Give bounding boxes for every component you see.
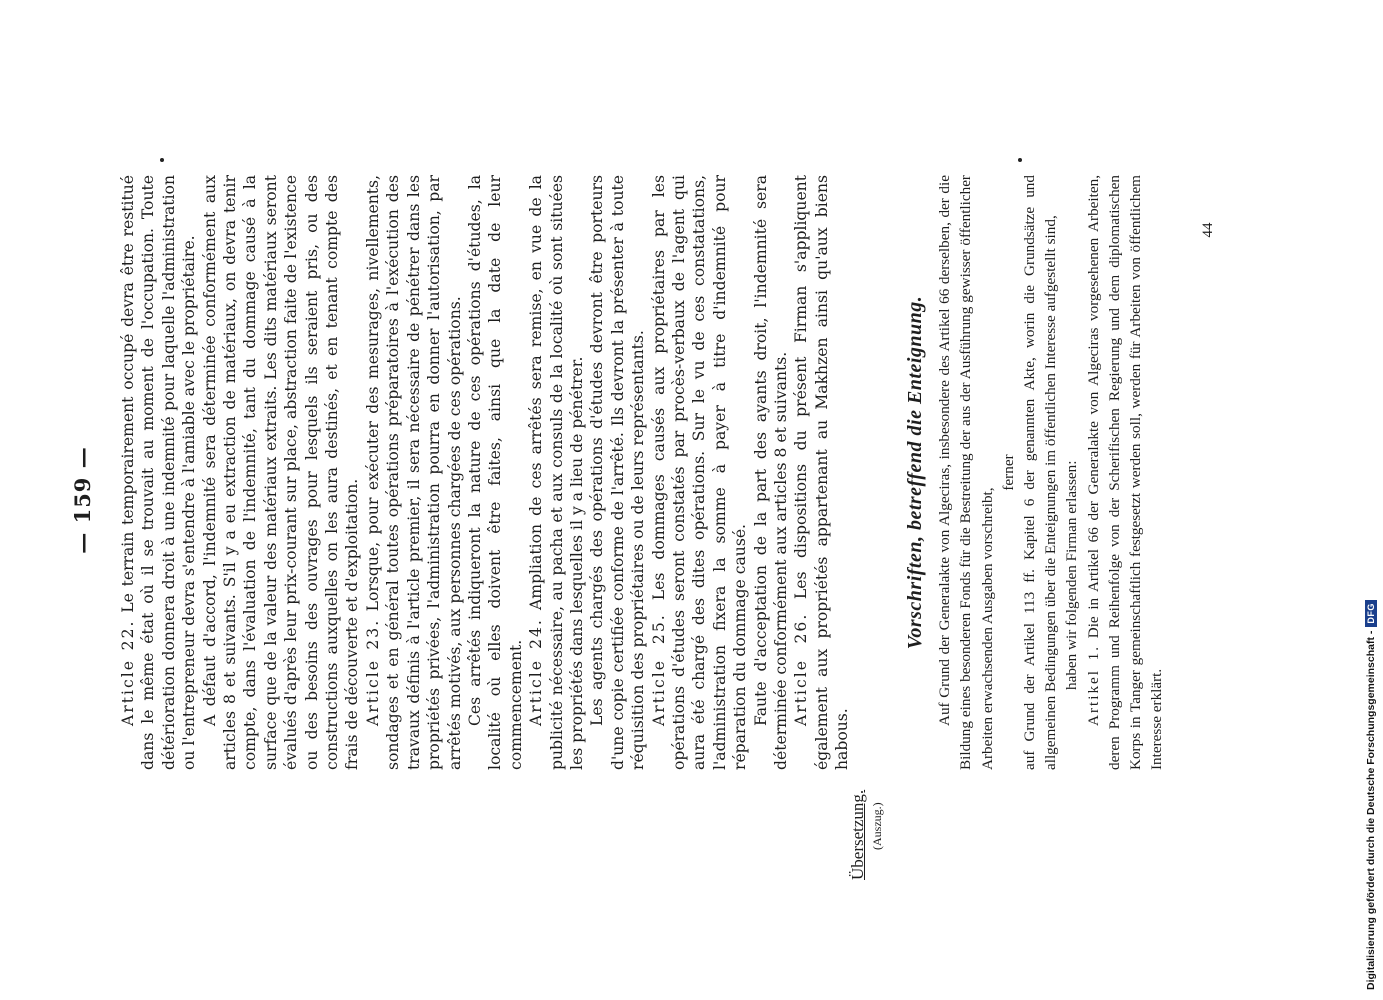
paragraph — [465, 175, 526, 770]
paragraph-text: Die in Artikel 66 der Generalakte von Algeciras vorgesehenen Arbeiten, deren Programm und Reihenfolge von der Scherifischen Regierung und dem diplomatischen Korps in Tanger gemeinschaftlich festgesetzt werden soll, werden für Arbeiten von öffentlichem Interesse erklärt. — [1084, 175, 1166, 770]
french-text-column — [118, 175, 853, 770]
translation-label — [848, 750, 885, 880]
article-label: Article 24. — [527, 618, 546, 726]
paragraph — [200, 175, 363, 770]
paragraph-text: A défaut d'accord, l'indemnité sera déterminée conformément aux articles 8 et suivants. S'il y a eu extraction de matériaux, on devra tenir compte, dans l'évaluation de l'indemnité, tant du dommage causé à la surface que de la valeur des matériaux extraits. Les dits matériaux seront évalués d'après leur prix-courant sur place, abstraction faite de l'existence ou des besoins des ouvrages pour lesquels ils seraient pris, ou des constructions auxquelles on les aura destinés, et en tenant compte des frais de découverte et d'exploitation. — [200, 175, 362, 770]
paragraph-article-25 — [649, 175, 751, 770]
paragraph-article-24 — [526, 175, 587, 770]
paragraph — [587, 175, 648, 770]
german-ferner: ferner — [999, 454, 1017, 491]
page-number: — 159 — — [70, 446, 95, 554]
paragraph-text: Les dispositions du présent Firman s'appliquent également aux propriétés appartenant au Makhzen ainsi qu'aux biens habous. — [792, 175, 852, 770]
translation-subtitle: (Auszug.) — [870, 802, 884, 850]
ink-dot — [1018, 158, 1022, 162]
paragraph-text: Faute d'acceptation de la part des ayants droit, l'indemnité sera déterminée conformément aux articles 8 et suivants. — [751, 175, 790, 770]
translation-title: Übersetzung. — [848, 789, 867, 880]
article-label: Article 25. — [649, 613, 668, 726]
dfg-logo: DFG — [1365, 600, 1377, 627]
article-label: Article 22. — [119, 619, 137, 726]
paragraph — [751, 175, 792, 770]
ink-dot — [160, 158, 164, 162]
article-label: Article 23. — [363, 618, 382, 726]
paragraph-text: Lorsque, pour exécuter des mesurages, nivellements, sondages et en général toutes opérations préparatoires à l'exécution des travaux définis à l'article premier, il sera nécessaire de pénétrer dans les propriétés privées, l'administration pourra en donner l'autorisation, par arrêtés motivés, aux personnes chargées de ces opérations. — [363, 175, 464, 770]
article-label: Article 26. — [792, 612, 811, 726]
paragraph-article-22 — [118, 175, 200, 770]
paragraph-text: Le terrain temporairement occupé devra être restitué dans le même état où il se trouvait au moment de l'occupation. Toute détérioration donnera droit à une indemnité pour laquelle l'administration ou l'entrepreneur devra s'entendre à l'amiable avec le propriétaire. — [119, 175, 199, 770]
paragraph-article-26 — [791, 175, 852, 770]
paragraph-text: Ampliation de ces arrêtés sera remise, en vue de la publicité nécessaire, au pacha et aux consuls de la localité où sont situées les propriétés dans lesquelles il y a lieu de pénétrer. — [527, 175, 586, 770]
paragraph-text: Les agents chargés des opérations d'études devront être porteurs d'une copie certifiée conforme de l'arrêté. Ils devront la présenter à toute réquisition des propriétaires ou de leurs représentants. — [588, 175, 648, 770]
digitization-credit — [1365, 0, 1377, 990]
german-text-column — [905, 175, 1167, 770]
paragraph-article-23 — [363, 175, 465, 770]
german-paragraph-article-1 — [1083, 175, 1168, 770]
paragraph-text: Les dommages causés aux propriétaires par les opérations d'études seront constatés par procès-verbaux de l'agent qui aura été chargé des dites opérations. Sur le vu de ces constatations, l'administration fixera la somme à payer à titre d'indemnité pour réparation du dommage causé. — [649, 175, 750, 770]
sheet-signature-number: 44 — [1200, 222, 1216, 238]
german-paragraph: Auf Grund der Generalakte von Algeciras, insbesondere des Artikel 66 derselben, der die Bildung eines besonderen Fonds für die Bestreitung der aus der Ausführung gewisser öffentlicher Arbeiten erwachsenden Ausgaben vorschreibt, — [936, 175, 996, 770]
german-heading: Vorschriften, betreffend die Enteignung. — [904, 295, 926, 650]
article-label: Artikel 1. — [1084, 644, 1102, 726]
german-paragraph: haben wir folgenden Firman erlassen: — [1063, 460, 1081, 690]
digitization-text: Digitalisierung gefördert durch die Deutsche Forschungsgemeinschaft - — [1365, 630, 1377, 990]
german-paragraph: auf Grund der Artikel 113 ff. Kapitel 6 der genannten Akte, worin die Grundsätze und allgemeinen Bedingungen über die Enteignungen im öffentlichen Interesse aufgestellt sind, — [1021, 175, 1060, 770]
paragraph-text: Ces arrêtés indiqueront la nature de ces opérations d'études, la localité où elles doivent être faites, ainsi que la date de leur commencement. — [465, 175, 525, 770]
